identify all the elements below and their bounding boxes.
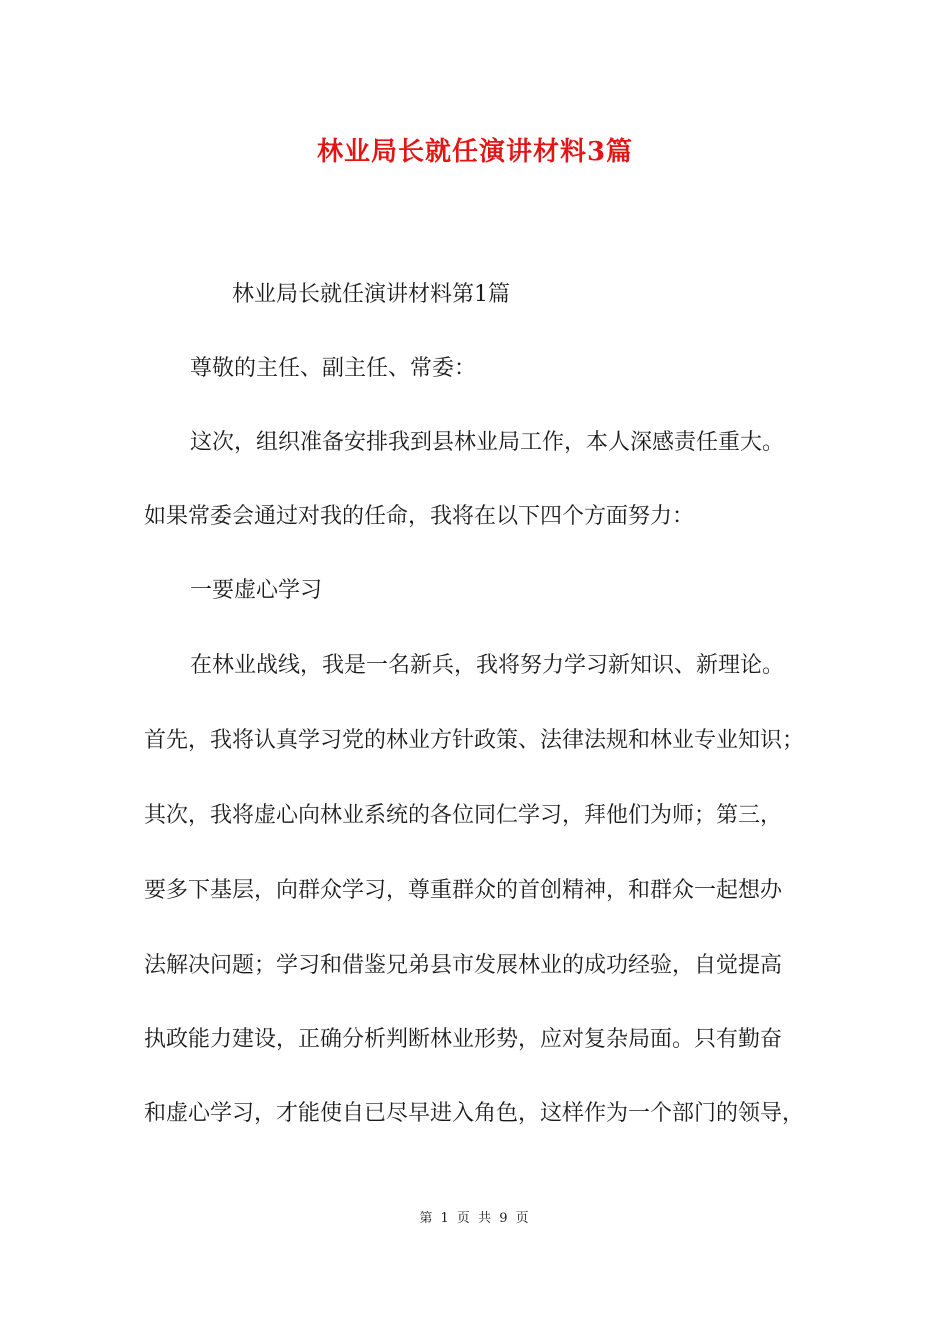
paragraph-line: 其次，我将虚心向林业系统的各位同仁学习，拜他们为师；第三，	[144, 803, 783, 828]
paragraph-line: 如果常委会通过对我的任命，我将在以下四个方面努力：	[144, 504, 695, 529]
paragraph-line: 要多下基层，向群众学习，尊重群众的首创精神，和群众一起想办	[144, 878, 783, 903]
paragraph-line: 在林业战线，我是一名新兵，我将努力学习新知识、新理论。	[190, 653, 785, 678]
paragraph-line: 和虚心学习，才能使自已尽早进入角色，这样作为一个部门的领导，	[144, 1101, 805, 1126]
paragraph-line: 首先，我将认真学习党的林业方针政策、法律法规和林业专业知识；	[144, 728, 805, 753]
page-footer: 第 1 页 共 9 页	[419, 1211, 531, 1226]
document-title: 林业局长就任演讲材料3篇	[316, 137, 634, 167]
paragraph-line: 这次，组织准备安排我到县林业局工作，本人深感责任重大。	[190, 430, 785, 455]
section-heading: 林业局长就任演讲材料第1篇	[232, 282, 510, 307]
paragraph-line: 法解决问题；学习和借鉴兄弟县市发展林业的成功经验，自觉提高	[144, 953, 783, 978]
salutation-line: 尊敬的主任、副主任、常委：	[190, 356, 477, 381]
point-heading: 一要虚心学习	[190, 578, 323, 603]
paragraph-line: 执政能力建设，正确分析判断林业形势，应对复杂局面。只有勤奋	[144, 1027, 783, 1052]
